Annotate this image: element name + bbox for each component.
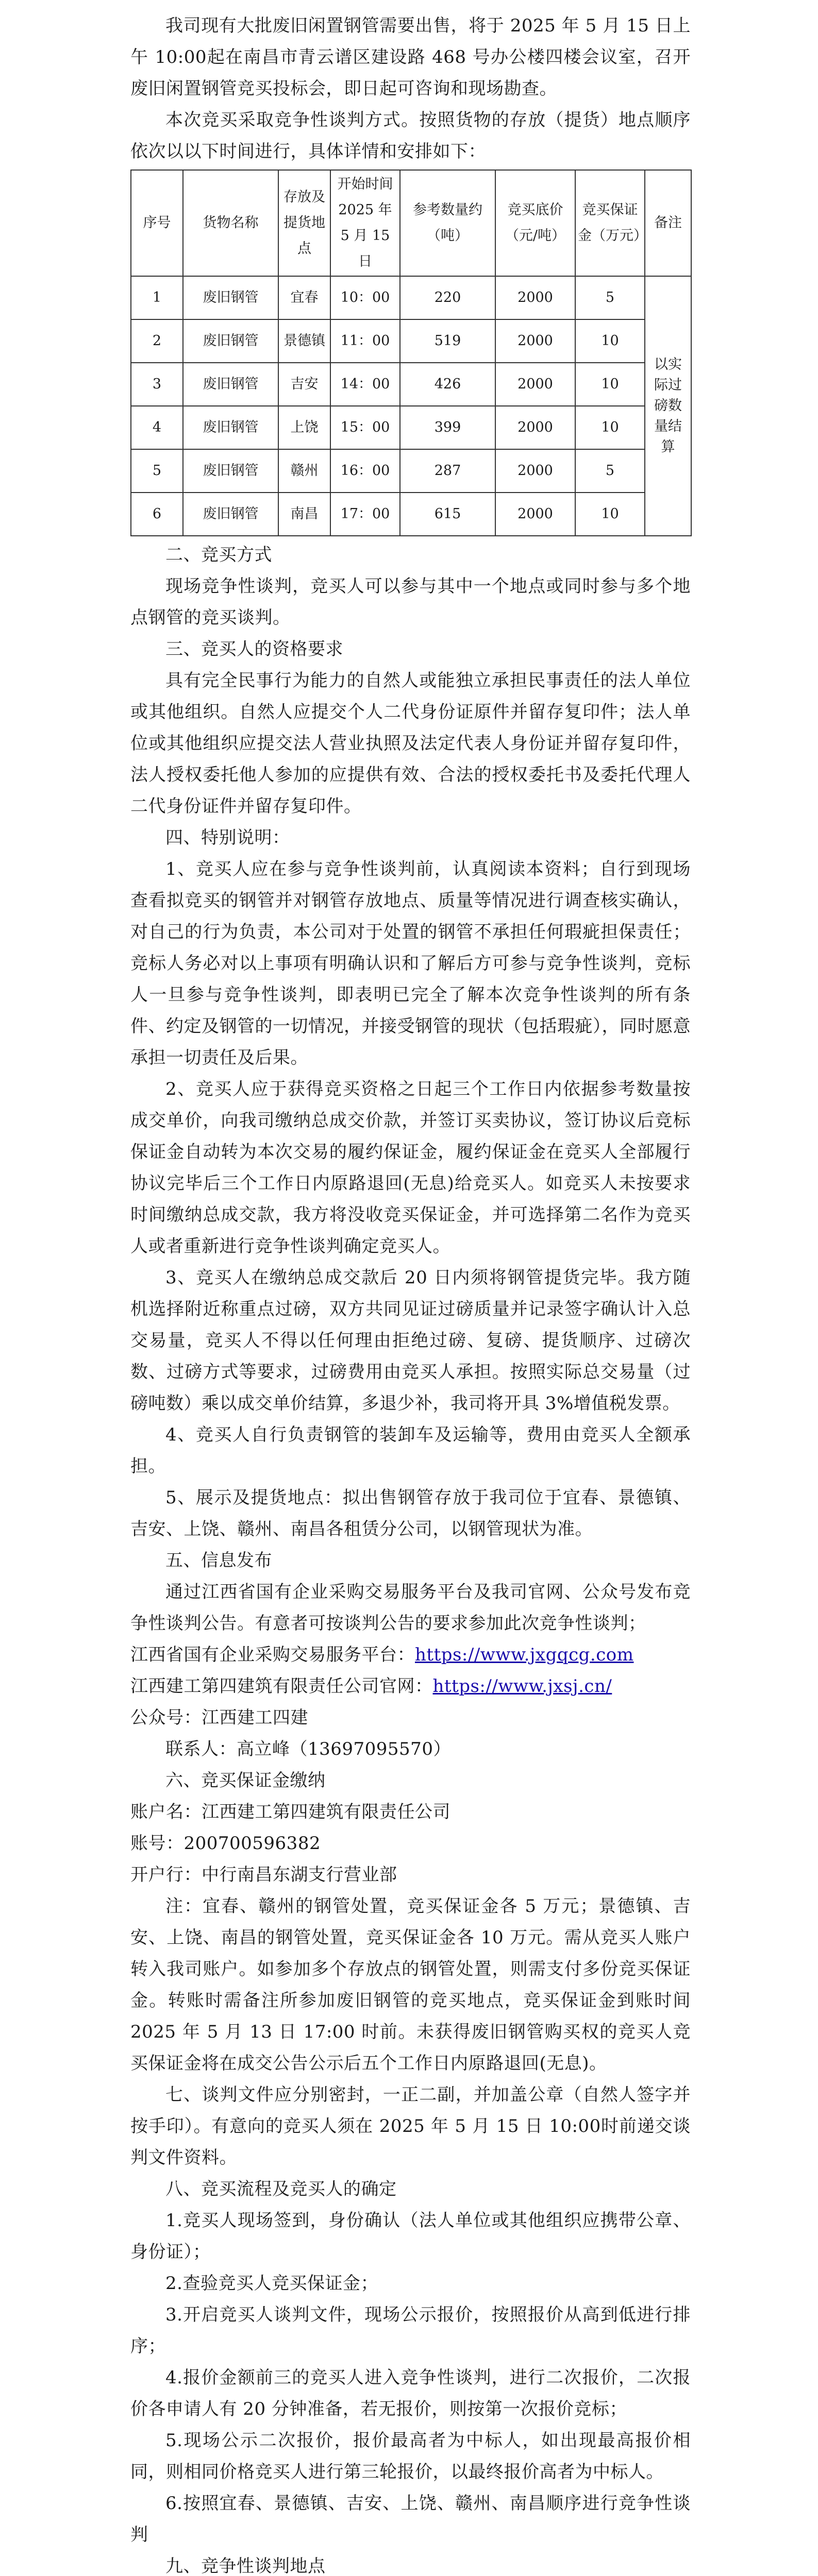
document-body — [130, 10, 691, 2576]
special-note-5: 5、展示及提货地点：拟出售钢管存放于我司位于宜春、景德镇、吉安、上饶、赣州、南昌各租赁分公司，以钢管现状为准。 — [130, 1487, 691, 1539]
table-row — [131, 449, 691, 493]
cell-name: 废旧钢管 — [183, 449, 278, 493]
cell-qty: 519 — [400, 319, 495, 363]
process-step-1: 1.竞买人现场签到，身份确认（法人单位或其他组织应携带公章、身份证）； — [130, 2210, 691, 2262]
contact-line: 联系人：高立峰（13697095570） — [165, 1739, 451, 1759]
table-row — [131, 319, 691, 363]
platform-label: 江西省国有企业采购交易服务平台： — [130, 1645, 415, 1665]
goods-schedule-table — [130, 170, 692, 536]
cell-price: 2000 — [495, 363, 575, 406]
table-row — [131, 493, 691, 536]
cell-seq: 3 — [131, 363, 183, 406]
process-step-5: 5.现场公示二次报价，报价最高者为中标人，如出现最高报价相同，则相同价格竞买人进行第三轮报价，以最终报价高者为中标人。 — [130, 2430, 691, 2482]
process-step-4: 4.报价金额前三的竞买人进入竞争性谈判，进行二次报价，二次报价各申请人有 20 分钟准备，若无报价，则按第一次报价竞标； — [130, 2367, 691, 2419]
section-heading: 六、竞买保证金缴纳 — [165, 1770, 326, 1791]
cell-name: 废旧钢管 — [183, 319, 278, 363]
process-step-3: 3.开启竞买人谈判文件，现场公示报价，按照报价从高到低进行排序； — [130, 2304, 691, 2357]
cell-time: 17：00 — [330, 493, 400, 536]
cell-seq: 2 — [131, 319, 183, 363]
cell-time: 10：00 — [330, 276, 400, 319]
cell-seq: 4 — [131, 406, 183, 449]
cell-deposit: 5 — [575, 276, 645, 319]
cell-deposit: 10 — [575, 363, 645, 406]
header-remark: 备注 — [645, 170, 691, 276]
cell-site: 宜春 — [278, 276, 330, 319]
section-heading: 五、信息发布 — [165, 1550, 272, 1571]
table-row — [131, 276, 691, 319]
wechat-line: 公众号：江西建工四建 — [130, 1707, 308, 1728]
intro-paragraph: 我司现有大批废旧闲置钢管需要出售，将于 2025 年 5 月 15 日上午 10:00起在南昌市青云谱区建设路 468 号办公楼四楼会议室，召开废旧闲置钢管竞买投标会，即日起可咨询和现场勘查。 — [130, 15, 691, 99]
section-heading: 四、特别说明： — [165, 827, 290, 848]
special-note-3: 3、竞买人在缴纳总成交款后 20 日内须将钢管提货完毕。我方随机选择附近称重点过磅，双方共同见证过磅质量并记录签字确认计入总交易量，竞买人不得以任何理由拒绝过磅、复磅、提货顺序、过磅次数、过磅方式等要求，过磅费用由竞买人承担。按照实际总交易量（过磅吨数）乘以成交单价结算，多退少补，我司将开具 3%增值税发票。 — [130, 1267, 691, 1414]
account-name: 账户名：江西建工第四建筑有限责任公司 — [130, 1802, 450, 1822]
section-heading: 九、竞争性谈判地点 — [165, 2556, 326, 2576]
header-qty: 参考数量约（吨） — [400, 170, 495, 276]
cell-price: 2000 — [495, 493, 575, 536]
website-line — [130, 1671, 691, 1702]
account-number: 账号：200700596382 — [130, 1833, 321, 1854]
cell-name: 废旧钢管 — [183, 493, 278, 536]
cell-site: 赣州 — [278, 449, 330, 493]
cell-time: 11：00 — [330, 319, 400, 363]
header-seq: 序号 — [131, 170, 183, 276]
table-header-row — [131, 170, 691, 276]
platform-line — [130, 1639, 691, 1671]
cell-site: 上饶 — [278, 406, 330, 449]
table-row — [131, 406, 691, 449]
cell-price: 2000 — [495, 406, 575, 449]
cell-deposit: 10 — [575, 406, 645, 449]
cell-deposit: 5 — [575, 449, 645, 493]
website-label: 江西建工第四建筑有限责任公司官网： — [130, 1676, 433, 1697]
cell-qty: 615 — [400, 493, 495, 536]
cell-qty: 399 — [400, 406, 495, 449]
cell-name: 废旧钢管 — [183, 406, 278, 449]
cell-seq: 6 — [131, 493, 183, 536]
section-paragraph: 具有完全民事行为能力的自然人或能独立承担民事责任的法人单位或其他组织。自然人应提交个人二代身份证原件并留存复印件；法人单位或其他组织应提交法人营业执照及法定代表人身份证并留存复印件，法人授权委托他人参加的应提供有效、合法的授权委托书及委托代理人二代身份证件并留存复印件。 — [130, 670, 691, 817]
cell-deposit: 10 — [575, 493, 645, 536]
process-step-2: 2.查验竞买人竞买保证金； — [165, 2273, 378, 2294]
header-name: 货物名称 — [183, 170, 278, 276]
cell-time: 14：00 — [330, 363, 400, 406]
special-note-1: 1、竞买人应在参与竞争性谈判前，认真阅读本资料；自行到现场查看拟竞买的钢管并对钢管存放地点、质量等情况进行调查核实确认，对自己的行为负责，本公司对于处置的钢管不承担任何瑕疵担保责任；竞标人务必对以上事项有明确认识和了解后方可参与竞争性谈判，竞标人一旦参与竞争性谈判，即表明已完全了解本次竞争性谈判的所有条件、约定及钢管的一切情况，并接受钢管的现状（包括瑕疵），同时愿意承担一切责任及后果。 — [130, 859, 691, 1068]
cell-seq: 1 — [131, 276, 183, 319]
bank-name: 开户行：中行南昌东湖支行营业部 — [130, 1865, 397, 1885]
header-deposit: 竞买保证金（万元） — [575, 170, 645, 276]
cell-name: 废旧钢管 — [183, 276, 278, 319]
cell-time: 16：00 — [330, 449, 400, 493]
cell-site: 吉安 — [278, 363, 330, 406]
cell-qty: 287 — [400, 449, 495, 493]
section-paragraph: 通过江西省国有企业采购交易服务平台及我司官网、公众号发布竞争性谈判公告。有意者可按谈判公告的要求参加此次竞争性谈判； — [130, 1582, 691, 1634]
website-link[interactable]: https://www.jxsj.cn/ — [432, 1676, 612, 1697]
cell-deposit: 10 — [575, 319, 645, 363]
cell-seq: 5 — [131, 449, 183, 493]
cell-price: 2000 — [495, 319, 575, 363]
section-heading: 三、竞买人的资格要求 — [165, 639, 343, 659]
cell-qty: 220 — [400, 276, 495, 319]
section-heading: 二、竞买方式 — [165, 545, 272, 565]
platform-link[interactable]: https://www.jxgqcg.com — [415, 1645, 634, 1665]
method-paragraph: 本次竞买采取竞争性谈判方式。按照货物的存放（提货）地点顺序依次以以下时间进行，具体详情和安排如下： — [130, 110, 691, 162]
process-step-6: 6.按照宜春、景德镇、吉安、上饶、赣州、南昌顺序进行竞争性谈判 — [130, 2493, 691, 2545]
cell-name: 废旧钢管 — [183, 363, 278, 406]
section-heading: 八、竞买流程及竞买人的确定 — [165, 2179, 397, 2199]
header-price: 竞买底价（元/吨） — [495, 170, 575, 276]
cell-time: 15：00 — [330, 406, 400, 449]
header-site: 存放及提货地点 — [278, 170, 330, 276]
section-paragraph: 现场竞争性谈判，竞买人可以参与其中一个地点或同时参与多个地点钢管的竞买谈判。 — [130, 576, 691, 628]
cell-remark: 以实际过磅数量结算 — [645, 276, 691, 536]
cell-site: 南昌 — [278, 493, 330, 536]
section-paragraph: 七、谈判文件应分别密封，一正二副，并加盖公章（自然人签字并按手印）。有意向的竞买人须在 2025 年 5 月 15 日 10:00时前递交谈判文件资料。 — [130, 2084, 691, 2168]
deposit-note: 注：宜春、赣州的钢管处置，竞买保证金各 5 万元；景德镇、吉安、上饶、南昌的钢管处置，竞买保证金各 10 万元。需从竞买人账户转入我司账户。如参加多个存放点的钢管处置，则需支付多份竞买保证金。转账时需备注所参加废旧钢管的竞买地点，竞买保证金到账时间 2025 年 5 月 13 日 17:00 时前。未获得废旧钢管购买权的竞买人竞买保证金将在成交公告公示后五个工作日内原路退回(无息)。 — [130, 1896, 691, 2074]
header-time: 开始时间 2025 年 5 月 15 日 — [330, 170, 400, 276]
cell-site: 景德镇 — [278, 319, 330, 363]
special-note-2: 2、竞买人应于获得竞买资格之日起三个工作日内依据参考数量按成交单价，向我司缴纳总成交价款，并签订买卖协议，签订协议后竞标保证金自动转为本次交易的履约保证金，履约保证金在竞买人全部履行协议完毕后三个工作日内原路退回(无息)给竞买人。如竞买人未按要求时间缴纳总成交款，我方将没收竞买保证金，并可选择第二名作为竞买人或者重新进行竞争性谈判确定竞买人。 — [130, 1079, 691, 1257]
cell-price: 2000 — [495, 449, 575, 493]
special-note-4: 4、竞买人自行负责钢管的装卸车及运输等，费用由竞买人全额承担。 — [130, 1425, 691, 1477]
cell-qty: 426 — [400, 363, 495, 406]
table-row — [131, 363, 691, 406]
cell-price: 2000 — [495, 276, 575, 319]
